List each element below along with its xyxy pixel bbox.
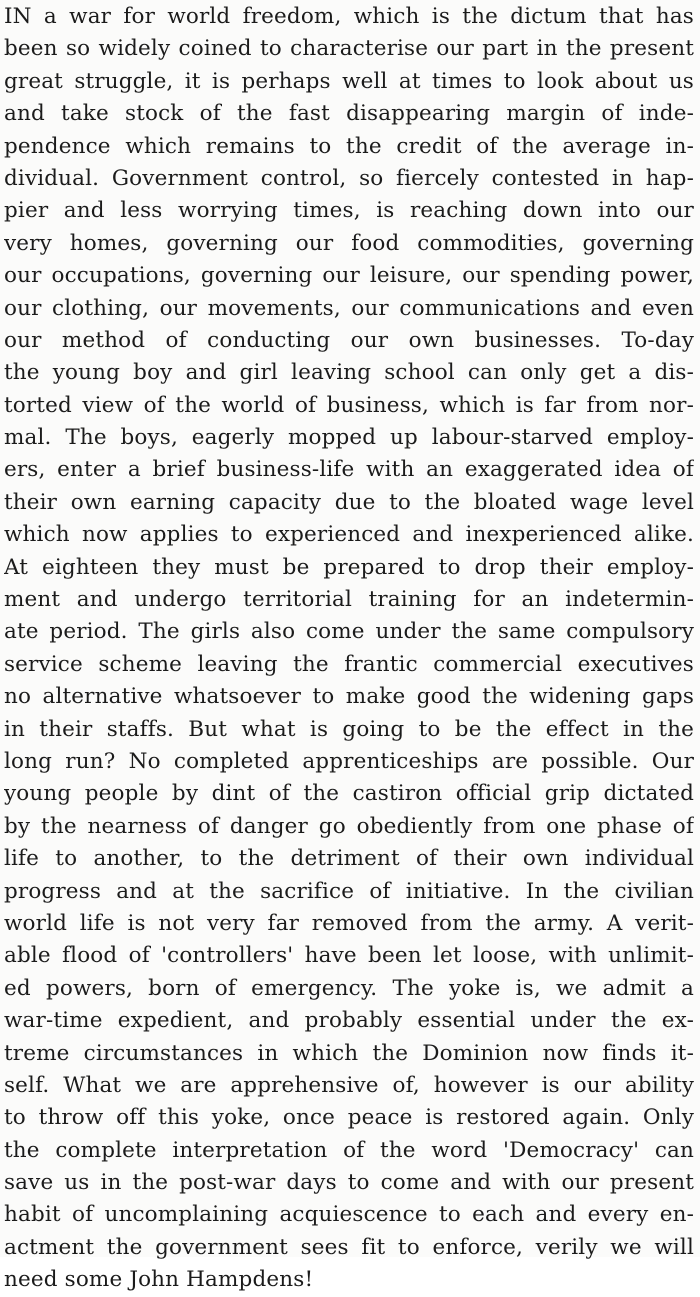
- text-line: self. What we are apprehensive of, however is our ability: [4, 1072, 694, 1098]
- text-line: mal. The boys, eagerly mopped up labour-starved employ-: [4, 425, 694, 451]
- text-line: life to another, to the detriment of their own individual: [4, 846, 694, 872]
- text-line: very homes, governing our food commodities, governing: [4, 230, 694, 256]
- text-line: pendence which remains to the credit of the average in-: [4, 133, 694, 159]
- text-line: been so widely coined to characterise our part in the present: [4, 36, 694, 62]
- text-line: torted view of the world of business, which is far from nor-: [4, 392, 694, 418]
- text-line: ment and undergo territorial training for an indetermin-: [4, 587, 694, 613]
- text-line: able flood of 'controllers' have been let loose, with unlimit-: [4, 943, 694, 969]
- text-line: their own earning capacity due to the bloated wage level: [4, 489, 694, 515]
- text-line: the complete interpretation of the word 'Democracy' can: [4, 1137, 694, 1163]
- text-line: dividual. Government control, so fiercely contested in hap-: [4, 165, 694, 191]
- text-line: great struggle, it is perhaps well at times to look about us: [4, 68, 694, 94]
- text-line: ed powers, born of emergency. The yoke is, we admit a: [4, 975, 694, 1001]
- text-line: by the nearness of danger go obediently from one phase of: [4, 813, 694, 839]
- text-line: our occupations, governing our leisure, our spending power,: [4, 263, 694, 289]
- text-line: war-time expedient, and probably essential under the ex-: [4, 1008, 694, 1034]
- text-line: long run? No completed apprenticeships are possible. Our: [4, 748, 694, 774]
- text-line: no alternative whatsoever to make good the widening gaps: [4, 684, 694, 710]
- text-line: our clothing, our movements, our communications and even: [4, 295, 694, 321]
- text-line: ate period. The girls also come under the same compulsory: [4, 619, 694, 645]
- text-line: actment the government sees fit to enforce, verily we will: [4, 1234, 694, 1260]
- text-line: progress and at the sacrifice of initiative. In the civilian: [4, 878, 694, 904]
- text-line: At eighteen they must be prepared to drop their employ-: [4, 554, 694, 580]
- text-line: treme circumstances in which the Dominion now finds it-: [4, 1040, 694, 1066]
- text-line: which now applies to experienced and inexperienced alike.: [4, 522, 694, 548]
- text-line: ers, enter a brief business-life with an exaggerated idea of: [4, 457, 694, 483]
- text-line: pier and less worrying times, is reaching down into our: [4, 198, 694, 224]
- text-line: habit of uncomplaining acquiescence to each and every en-: [4, 1202, 694, 1228]
- article-body: [4, 1, 694, 1297]
- text-line: young people by dint of the castiron official grip dictated: [4, 781, 694, 807]
- text-line: the young boy and girl leaving school can only get a dis-: [4, 360, 694, 386]
- text-line-final: need some John Hampdens!: [4, 1267, 314, 1293]
- text-line: in their staffs. But what is going to be the effect in the: [4, 716, 694, 742]
- text-line: service scheme leaving the frantic commercial executives: [4, 651, 694, 677]
- text-line: world life is not very far removed from the army. A verit-: [4, 910, 694, 936]
- text-line: and take stock of the fast disappearing margin of inde-: [4, 101, 694, 127]
- text-line: save us in the post-war days to come and with our present: [4, 1170, 694, 1196]
- text-line: IN a war for world freedom, which is the dictum that has: [4, 4, 694, 29]
- text-line: our method of conducting our own businesses. To-day: [4, 327, 694, 353]
- text-line: to throw off this yoke, once peace is restored again. Only: [4, 1105, 694, 1131]
